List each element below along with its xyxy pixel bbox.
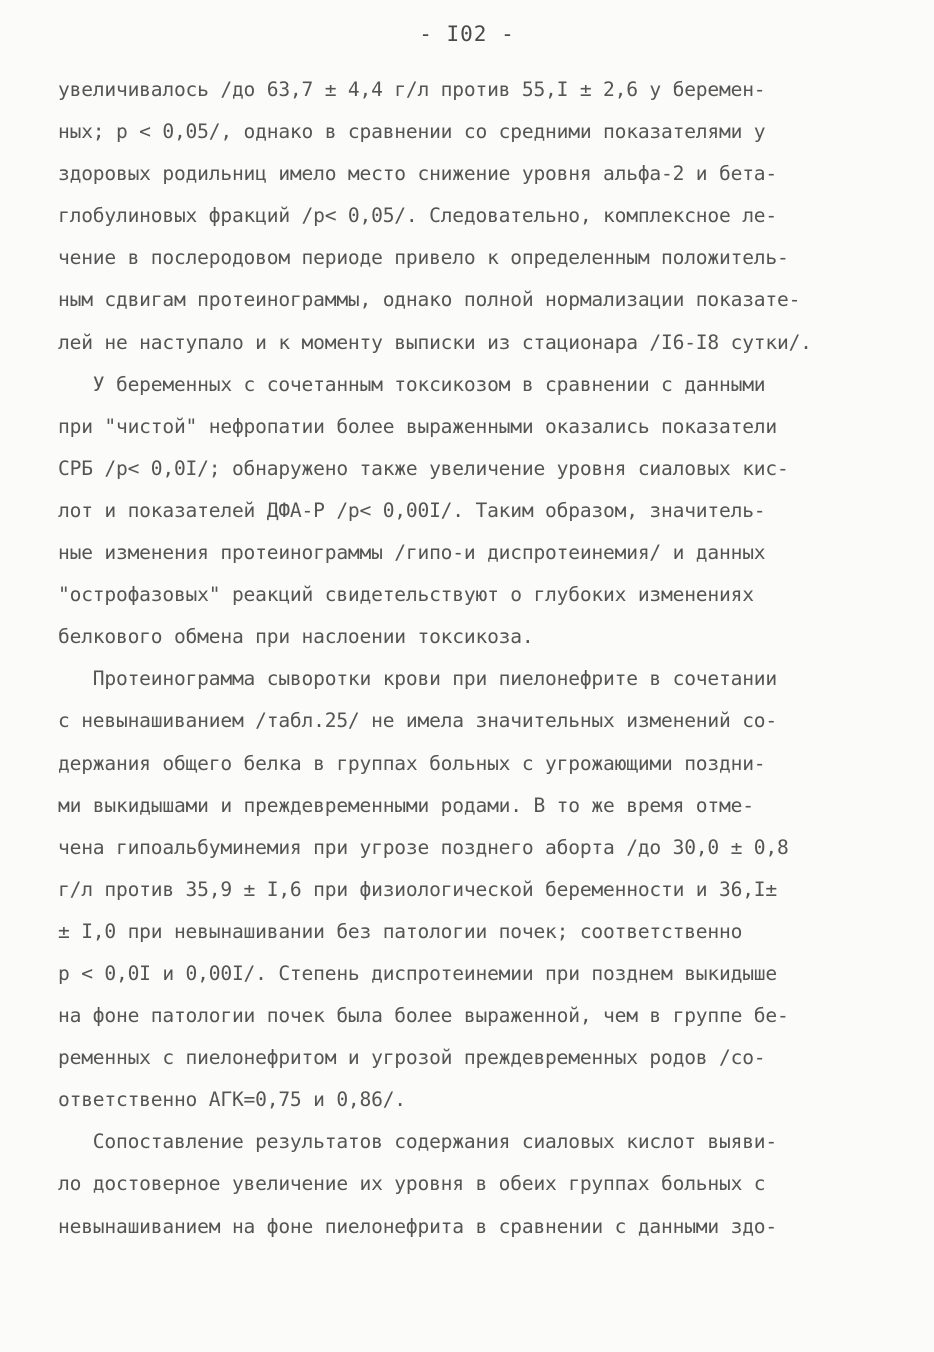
text-line: на фоне патологии почек была более выраженной, чем в группе бе- <box>58 1004 789 1028</box>
text-line: г/л против 35,9 ± I,6 при физиологической беременности и 36,I± <box>58 877 777 901</box>
text-line: ± I,0 при невынашивании без патологии почек; соответственно <box>58 919 743 943</box>
text-line: чена гипоальбуминемия при угрозе позднего аборта /до 30,0 ± 0,8 <box>58 835 789 859</box>
body-text <box>58 69 918 1248</box>
text-line: СРБ /р< 0,0I/; обнаружено также увеличение уровня сиаловых кис- <box>58 456 789 480</box>
text-line: ные изменения протеинограммы /гипо-и диспротеинемия/ и данных <box>58 541 766 565</box>
text-line: ми выкидышами и преждевременными родами. В то же время отме- <box>58 793 754 817</box>
text-line: лот и показателей ДФА-Р /р< 0,00I/. Таким образом, значитель- <box>58 498 766 522</box>
text-line: ных; р < 0,05/, однако в сравнении со средними показателями у <box>58 120 766 144</box>
text-line: при "чистой" нефропатии более выраженными оказались показатели <box>58 414 777 438</box>
text-line: ответственно АГК=0,75 и 0,86/. <box>58 1088 406 1112</box>
text-line: белкового обмена при наслоении токсикоза. <box>58 625 534 649</box>
text-line: держания общего белка в группах больных с угрожающими поздни- <box>58 751 766 775</box>
text-line: У беременных с сочетанным токсикозом в сравнении с данными <box>58 372 766 396</box>
text-line: р < 0,0I и 0,00I/. Степень диспротеинемии при позднем выкидыше <box>58 961 777 985</box>
text-line: ло достоверное увеличение их уровня в обеих группах больных с <box>58 1172 766 1196</box>
text-line: Протеинограмма сыворотки крови при пиелонефрите в сочетании <box>58 667 777 691</box>
page-number: - I02 - <box>419 22 515 46</box>
text-line: глобулиновых фракций /р< 0,05/. Следовательно, комплексное ле- <box>58 204 777 228</box>
text-line: здоровых родильниц имело место снижение уровня альфа-2 и бета- <box>58 162 777 186</box>
text-line: ным сдвигам протеинограммы, однако полной нормализации показате- <box>58 288 801 312</box>
text-line: Сопоставление результатов содержания сиаловых кислот выяви- <box>58 1130 777 1154</box>
text-line: с невынашиванием /табл.25/ не имела значительных изменений со- <box>58 709 777 733</box>
text-line: увеличивалось /до 63,7 ± 4,4 г/л против 55,I ± 2,6 у беремен- <box>58 78 766 101</box>
text-line: невынашиванием на фоне пиелонефрита в сравнении с данными здо- <box>58 1214 777 1238</box>
text-line: чение в послеродовом периоде привело к определенным положитель- <box>58 246 789 270</box>
text-line: "острофазовых" реакций свидетельствуют о глубоких изменениях <box>58 583 754 607</box>
text-line: ременных с пиелонефритом и угрозой преждевременных родов /со- <box>58 1046 766 1070</box>
text-line: лей не наступало и к моменту выписки из стационара /I6-I8 сутки/. <box>58 330 812 354</box>
